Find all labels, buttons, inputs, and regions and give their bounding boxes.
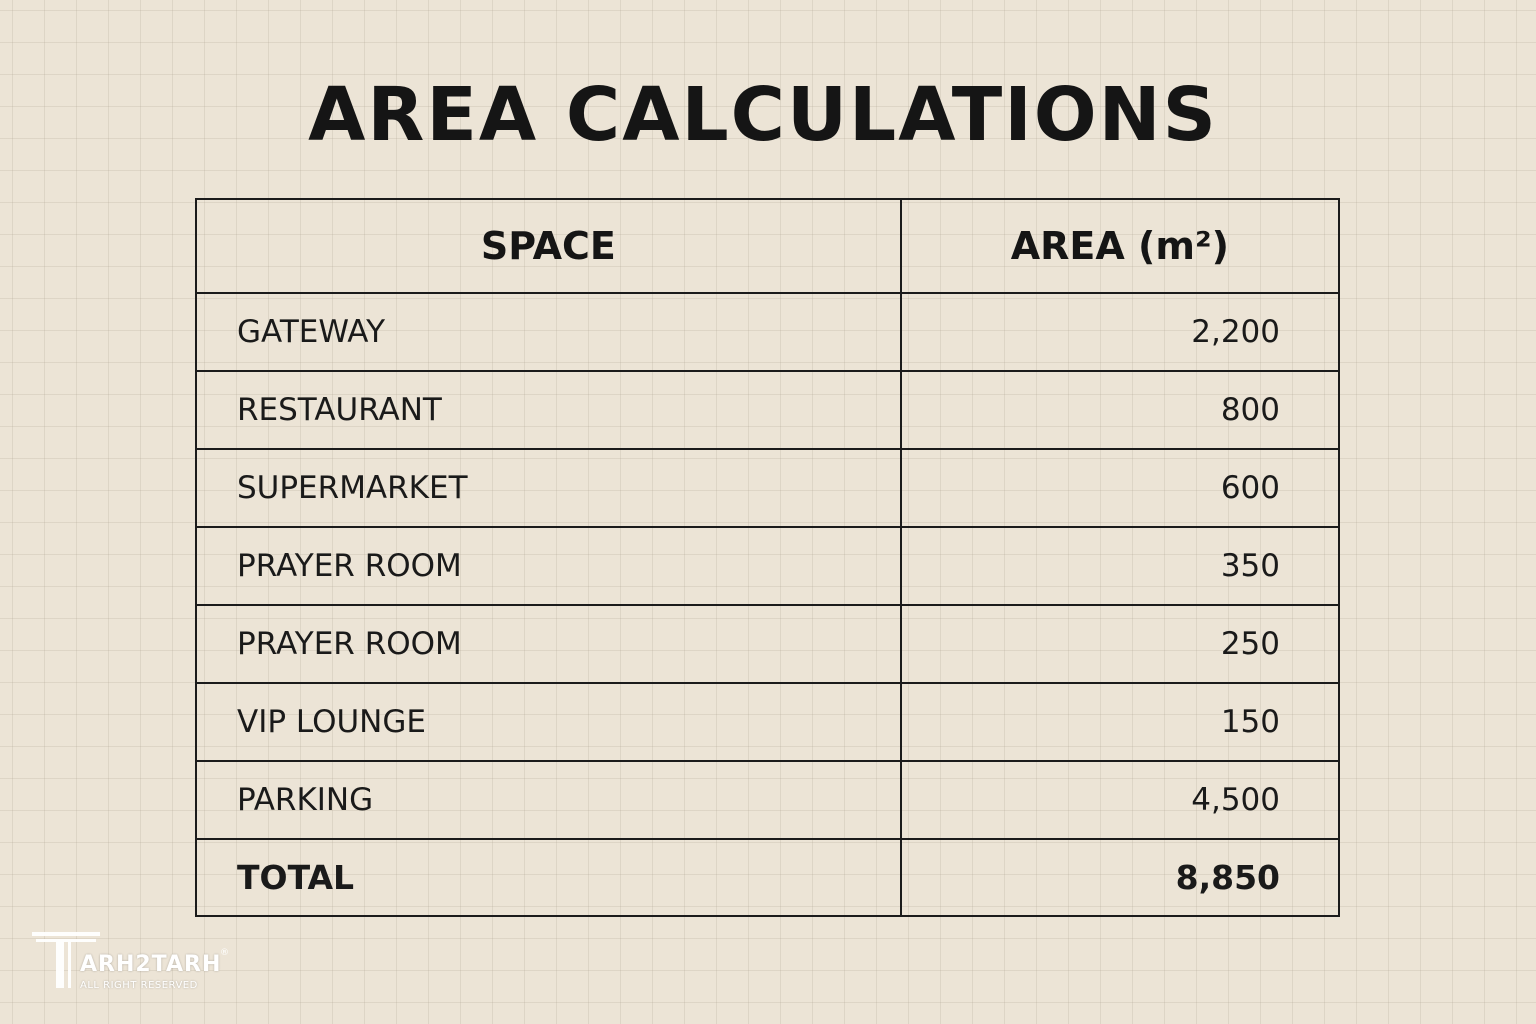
- total-value: 8,850: [901, 839, 1339, 916]
- space-cell: PARKING: [196, 761, 901, 839]
- area-cell: 250: [901, 605, 1339, 683]
- area-cell: 800: [901, 371, 1339, 449]
- table-row: [196, 761, 1339, 839]
- area-cell: 4,500: [901, 761, 1339, 839]
- space-cell: RESTAURANT: [196, 371, 901, 449]
- total-row: [196, 839, 1339, 916]
- table-row: [196, 293, 1339, 371]
- area-cell: 2,200: [901, 293, 1339, 371]
- brand-watermark: [30, 930, 230, 994]
- brand-name: ARH2TARH: [80, 952, 222, 977]
- area-cell: 150: [901, 683, 1339, 761]
- table-row: [196, 605, 1339, 683]
- table-row: [196, 527, 1339, 605]
- area-cell: 600: [901, 449, 1339, 527]
- registered-mark: ®: [220, 948, 229, 958]
- space-cell: GATEWAY: [196, 293, 901, 371]
- column-header-space: SPACE: [196, 199, 901, 293]
- table-header-row: [196, 199, 1339, 293]
- space-cell: SUPERMARKET: [196, 449, 901, 527]
- table-row: [196, 371, 1339, 449]
- table-row: [196, 683, 1339, 761]
- area-table: [195, 198, 1340, 917]
- table-row: [196, 449, 1339, 527]
- space-cell: PRAYER ROOM: [196, 605, 901, 683]
- brand-subtitle: ALL RIGHT RESERVED: [80, 980, 198, 991]
- page-title: AREA CALCULATIONS: [308, 72, 1218, 158]
- space-cell: VIP LOUNGE: [196, 683, 901, 761]
- column-header-area: AREA (m²): [901, 199, 1339, 293]
- total-label: TOTAL: [196, 839, 901, 916]
- space-cell: PRAYER ROOM: [196, 527, 901, 605]
- area-cell: 350: [901, 527, 1339, 605]
